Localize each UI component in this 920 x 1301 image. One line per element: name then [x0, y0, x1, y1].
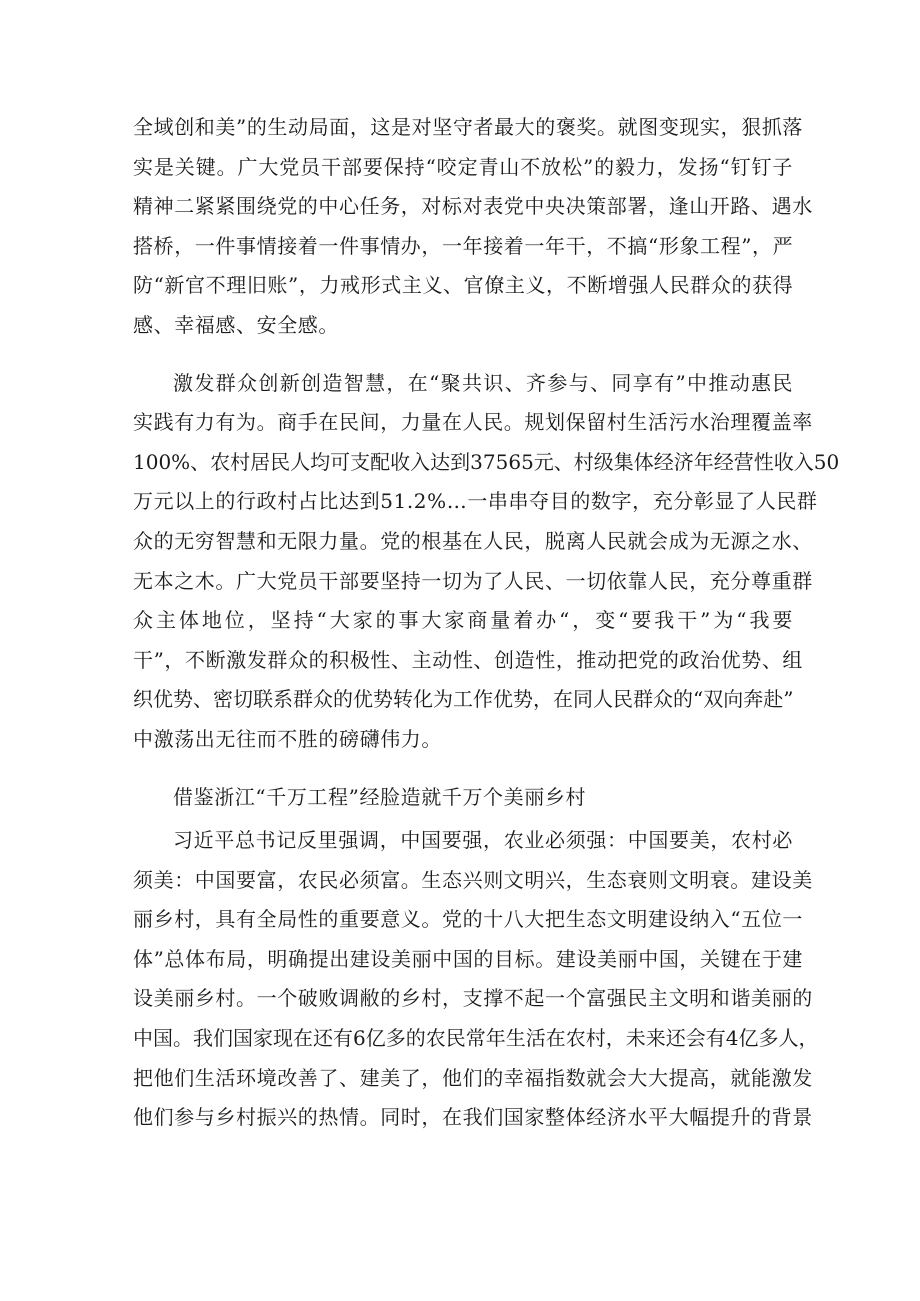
text-line: 万元以上的行政村占比达到51.2%…一串串夺目的数字，充分彰显了人民群: [133, 489, 818, 514]
text-line: 全域创和美”的生动局面，这是对坚守者最大的褒奖。就图变现实，狠抓落: [133, 115, 804, 139]
text-line: 织优势、密切联系群众的优势转化为工作优势，在同人民群众的“双向奔赴”: [133, 687, 794, 712]
text-line: 设美丽乡村。一个破败调敝的乡村，支撑不起一个富强民主文明和谐美丽的: [133, 986, 813, 1011]
section-heading-text: 借鉴浙江“千万工程”经脸造就千万个美丽乡村: [173, 784, 587, 809]
text-line: 感、幸福感、安全感。: [133, 312, 339, 337]
text-line: 众的无穷智慧和无限力量。党的根基在人民，脱离人民就会成为无源之水、: [133, 528, 813, 553]
section-heading: [133, 778, 793, 818]
text-line: 众主体地位，坚持“大家的事大家商量着办“，变“要我干”为“我要: [133, 608, 793, 633]
paragraph-spacer: [133, 346, 793, 364]
text-line: 须美：中国要富，农民必须富。生态兴则文明兴，生态衰则文明衰。建设美: [133, 867, 813, 892]
paragraph-spacer: [133, 760, 793, 778]
text-line: 习近平总书记反里强调，中国要强，农业必须强：中国要美，农村必: [173, 828, 793, 853]
paragraph-1: [133, 108, 813, 346]
text-line: 搭桥，一件事情接着一件事情办，一年接着一年干，不搞“形象工程”，严: [133, 233, 794, 258]
text-line: 无本之木。广大党员干部要坚持一切为了人民、一切依靠人民，充分尊重群: [133, 568, 813, 593]
text-line: 激发群众创新创造智慧，在“聚共识、齐参与、同享有”中推动惠民: [173, 370, 793, 395]
text-line: 把他们生活环境改善了、建美了，他们的幸福指数就会大大提高，就能激发: [133, 1065, 813, 1090]
text-line: 体”总体布局，明确提出建设美丽中国的目标。建设美丽中国，关键在于建: [133, 946, 804, 971]
text-line: 100%、农村居民人均可支配收入达到37565元、村级集体经济年经营性收入50: [133, 449, 840, 474]
text-line: 中国。我们国家现在还有6亿多的农民常年生活在农村，未来还会有4亿多人，: [133, 1026, 819, 1051]
text-line: 防“新官不理旧账”，力戒形式主义、官僚主义，不断增强人民群众的获得: [133, 273, 794, 298]
text-line: 精神二紧紧围绕党的中心任务，对标对表党中央决策部署，逢山开路、遇水: [133, 194, 813, 219]
document-body: [133, 108, 840, 1138]
paragraph-2: [133, 364, 840, 760]
text-line: 中激荡出无往而不胜的磅礴伟力。: [133, 726, 442, 751]
text-line: 实是关键。广大党员干部要保持“咬定青山不放松”的毅力，发扬“钉钉子: [133, 154, 793, 179]
text-line: 干”，不断激发群众的积极性、主动性、创造性，推动把党的政治优势、组: [133, 647, 804, 672]
text-line: 实践有力有为。商手在民间，力量在人民。规划保留村生活污水治理覆盖率: [133, 410, 813, 435]
paragraph-3: [133, 821, 819, 1138]
text-line: 他们参与乡村振兴的热情。同时，在我们国家整体经济水平大幅提升的背景: [133, 1105, 813, 1130]
text-line: 丽乡村，具有全局性的重要意义。党的十八大把生态文明建设纳入“五位一: [133, 907, 804, 932]
